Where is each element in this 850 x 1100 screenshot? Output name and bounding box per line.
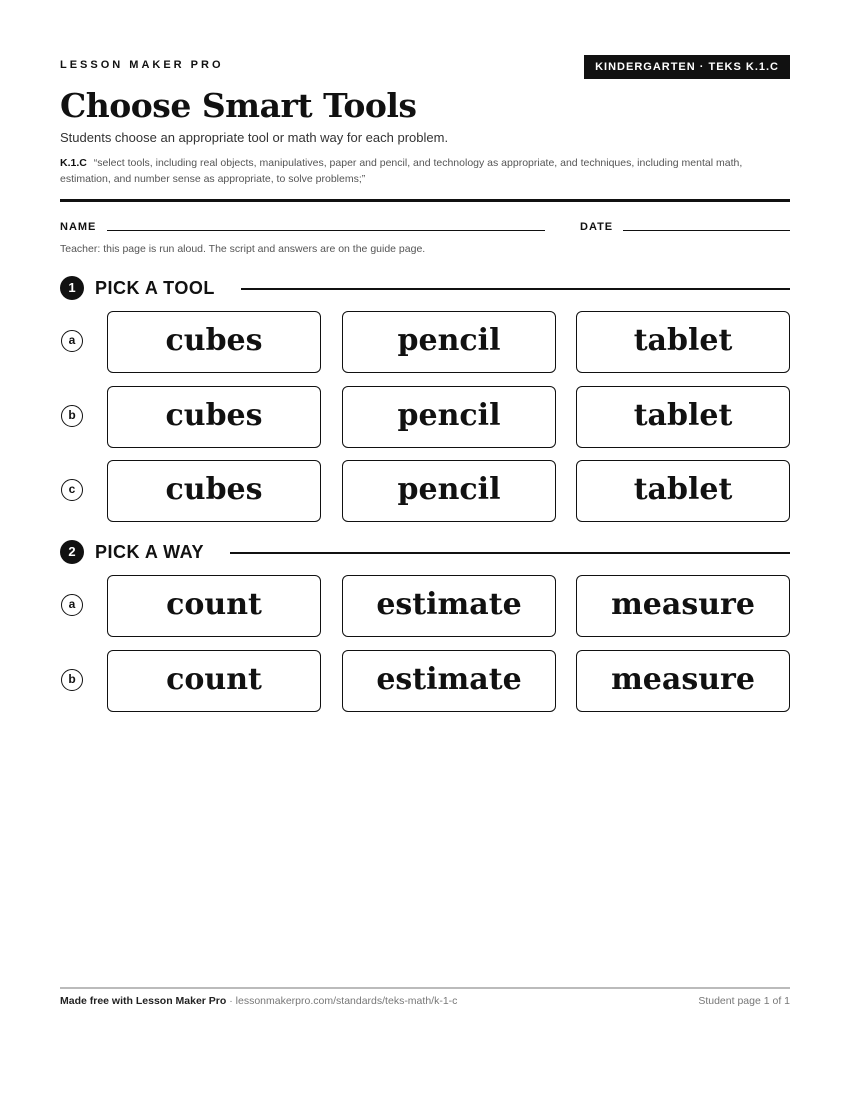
choice-card-tablet[interactable]: tablet — [576, 460, 790, 522]
problem-letter: a — [61, 330, 83, 352]
standard-text: “select tools, including real objects, manipulatives, paper and pencil, and technology as appropriate, and techniques, including mental math, estimation, and number sense as appropriate, to solve problems;” — [60, 157, 743, 185]
choice-card-count[interactable]: count — [107, 650, 321, 712]
choice-card-pencil[interactable]: pencil — [342, 386, 556, 448]
choice-card-pencil[interactable]: pencil — [342, 311, 556, 373]
choice-card-count[interactable]: count — [107, 575, 321, 637]
footer-separator: · — [226, 995, 236, 1007]
name-field[interactable] — [107, 230, 545, 231]
section-rule — [230, 552, 790, 554]
footer-page-number: Student page 1 of 1 — [698, 995, 790, 1007]
footer — [60, 995, 790, 1007]
section-number-badge: 2 — [60, 540, 84, 564]
problem-letter: a — [61, 594, 83, 616]
choice-card-cubes[interactable]: cubes — [107, 460, 321, 522]
section-header-pick-a-tool — [60, 276, 790, 300]
section-title: PICK A TOOL — [95, 278, 215, 298]
date-field[interactable] — [623, 230, 790, 231]
header-divider — [60, 199, 790, 202]
problem-row — [60, 460, 790, 522]
choice-card-tablet[interactable]: tablet — [576, 386, 790, 448]
name-date-row — [60, 219, 790, 235]
choice-card-estimate[interactable]: estimate — [342, 650, 556, 712]
date-label: DATE — [580, 221, 614, 233]
name-label: NAME — [60, 221, 97, 233]
problem-row — [60, 386, 790, 448]
problem-letter: b — [61, 405, 83, 427]
choice-card-estimate[interactable]: estimate — [342, 575, 556, 637]
worksheet-page — [60, 0, 790, 1100]
page-title: Choose Smart Tools — [60, 86, 417, 125]
footer-made-with: Made free with Lesson Maker Pro — [60, 995, 227, 1007]
top-bar — [60, 55, 790, 79]
problem-row — [60, 650, 790, 712]
section-title: PICK A WAY — [95, 542, 205, 562]
problem-letter: c — [61, 479, 83, 501]
footer-divider — [60, 987, 790, 989]
choice-card-measure[interactable]: measure — [576, 575, 790, 637]
problem-row — [60, 575, 790, 637]
standard-code: K.1.C — [60, 157, 87, 169]
choice-card-cubes[interactable]: cubes — [107, 311, 321, 373]
choice-card-tablet[interactable]: tablet — [576, 311, 790, 373]
choice-card-measure[interactable]: measure — [576, 650, 790, 712]
brand-name: LESSON MAKER PRO — [60, 59, 224, 71]
standard-description — [60, 155, 790, 187]
teacher-note: Teacher: this page is run aloud. The script and answers are on the guide page. — [60, 243, 426, 255]
choice-card-cubes[interactable]: cubes — [107, 386, 321, 448]
choice-card-pencil[interactable]: pencil — [342, 460, 556, 522]
section-number-badge: 1 — [60, 276, 84, 300]
problem-row — [60, 311, 790, 373]
section-rule — [241, 288, 790, 290]
section-header-pick-a-way — [60, 540, 790, 564]
problem-letter: b — [61, 669, 83, 691]
page-subtitle: Students choose an appropriate tool or math way for each problem. — [60, 130, 449, 145]
footer-url[interactable]: lessonmakerpro.com/standards/teks-math/k-1-c — [235, 995, 458, 1007]
grade-badge: KINDERGARTEN · TEKS K.1.C — [584, 55, 790, 79]
